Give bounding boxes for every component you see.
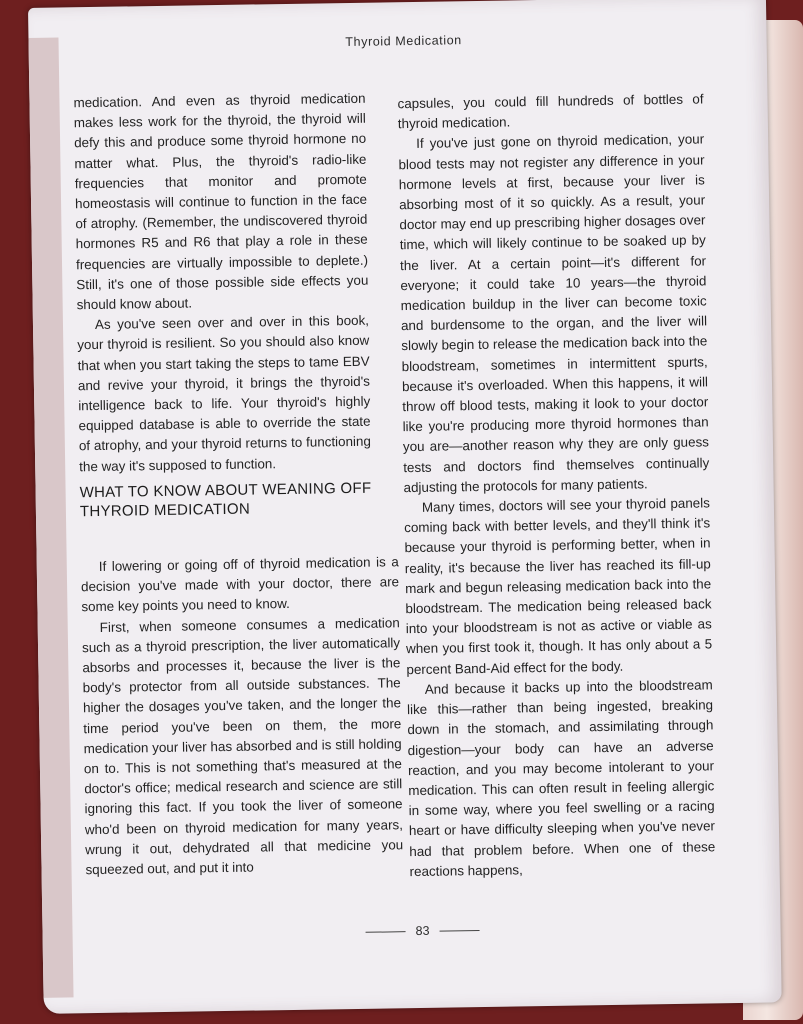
page-number: 83 xyxy=(415,923,430,939)
paragraph: capsules, you could fill hundreds of bottles of thyroid medication. xyxy=(397,91,704,132)
book-page xyxy=(28,0,782,1014)
paragraph: If you've just gone on thyroid medication, your blood tests may not register any difference in your hormone levels at first, because your liver is absorbing most of it so quickly. As a result, your doctor may end up prescribing higher dosages over time, which will likely continue to be soaked up by the liver. At a certain point—it's different for everyone; it could take 10 years—the thyroid medication buildup in the liver can become toxic and burdensome to the organ, and the liver will slowly begin to release the medication back into the bloodstream, sometimes in intermittent spurts, because it's overloaded. When this happens, it will throw off blood tests, making it look to your doctor like you're producing more thyroid hormones than you are—another reason why they are only guess tests and doctors find themselves continually adjusting the protocols for many patients. xyxy=(398,131,710,496)
left-column-top xyxy=(73,89,371,477)
right-column xyxy=(397,89,715,882)
paragraph: Many times, doctors will see your thyroid panels coming back with better levels, and they'll think it's because your thyroid is performing better, when in reality, it's because the liver has reached its fill-up mark and begun releasing medication back into the bloodstream. The medication being released back into your bloodstream is not as active or viable as when you first took it, though. It has only about a 5 percent Band-Aid effect for the body. xyxy=(404,495,713,677)
paragraph: As you've seen over and over in this book, your thyroid is resilient. So you should also know that when you start taking the steps to tame EBV and revive your thyroid, it brings the thyroid's intelligence back to life. Your thyroid's highly equipped database is able to override the state of atrophy, and your thyroid returns to functioning the way it's supposed to function. xyxy=(77,312,371,474)
paragraph: And because it backs up into the bloodstream like this—rather than being ingested, breaking down in the stomach, and assimilating through digestion—your body can have an adverse reaction, and you may become intolerant to your medication. This can often result in feeling allergic in some way, where you feel swelling or a racing heart or have difficulty sleeping when you've never had that problem before. When one of these reactions happens, xyxy=(406,677,716,879)
paragraph: medication. And even as thyroid medication makes less work for the thyroid, the thyroid will defy this and produce some thyroid hormone no matter what. Plus, the thyroid's radio-like frequencies that monitor and promote homeostasis will continue to function in the face of atrophy. (Remember, the undiscovered thyroid hormones R5 and R6 that play a role in these frequencies are virtually impossible to deplete.) Still, it's one of those possible side effects you should know about. xyxy=(73,90,369,313)
left-column-bottom xyxy=(79,478,403,880)
previous-page-sliver xyxy=(28,38,73,998)
section-heading: WHAT TO KNOW ABOUT WEANING OFF THYROID MEDICATION xyxy=(79,479,372,521)
page-number-footer xyxy=(342,923,502,940)
footer-rule-right xyxy=(439,930,479,932)
footer-rule-left xyxy=(366,931,406,933)
running-head: Thyroid Medication xyxy=(345,33,462,50)
paragraph: If lowering or going off of thyroid medication is a decision you've made with your doctor, there are some key points you need to know. xyxy=(80,554,400,615)
paragraph: First, when someone consumes a medication such as a thyroid prescription, the liver automatically absorbs and processes it, because the liver is the body's protector from all outside substances. The higher the dosages you've taken, and the longer the time period you've been on them, the more medication your liver has absorbed and is still holding on to. This is not something that's measured at the doctor's office; medical research and science are still ignoring this fact. If you took the liver of someone who'd been on thyroid medication for many years, wrung it out, dehydrated all that medicine you squeezed out, and put it into xyxy=(81,614,404,878)
